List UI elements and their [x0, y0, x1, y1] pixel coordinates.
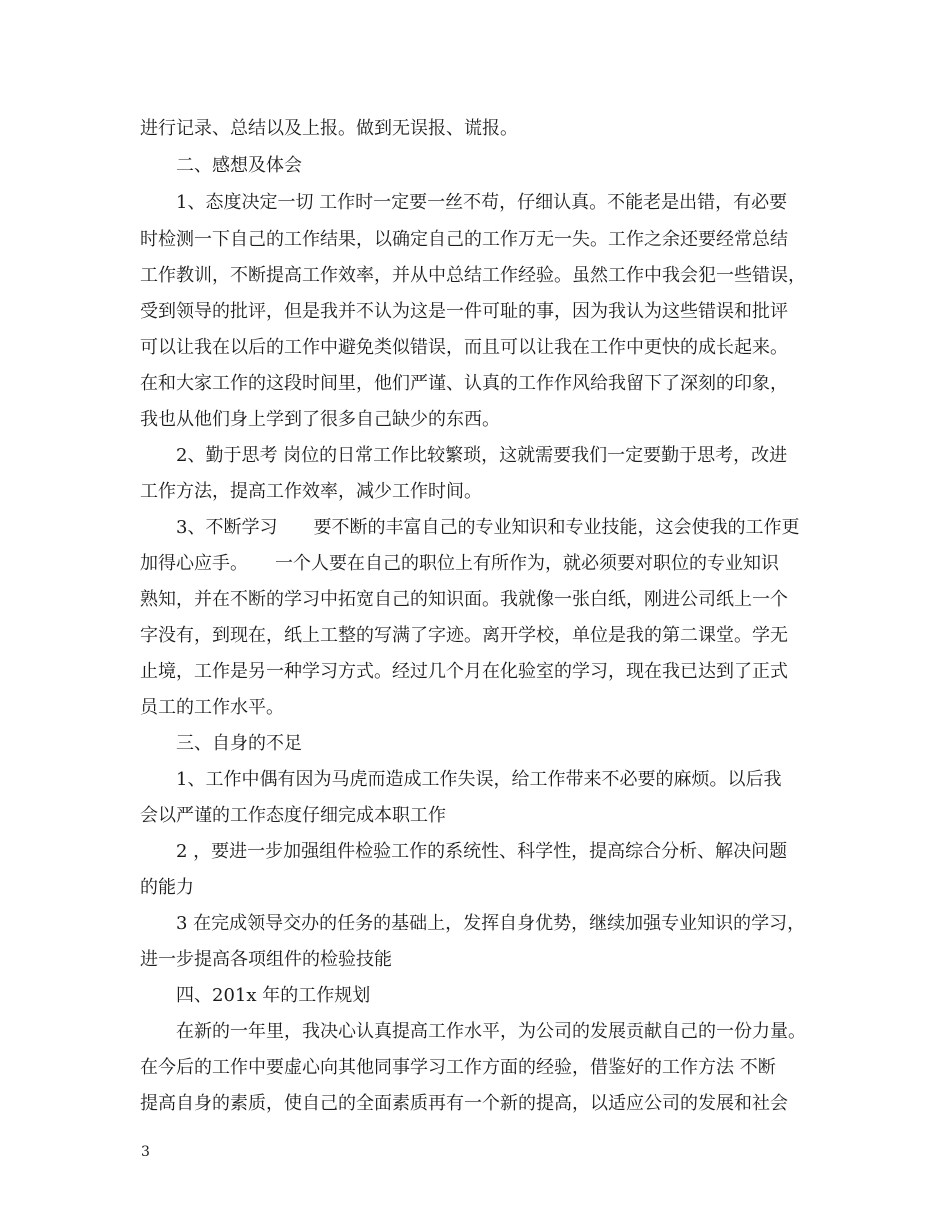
page-number: 3	[141, 1144, 150, 1160]
text-line: 时检测一下自己的工作结果，以确定自己的工作万无一失。工作之余还要经常总结	[140, 229, 788, 250]
text-line: 3 在完成领导交办的任务的基础上，发挥自身优势，继续加强专业知识的学习，	[176, 913, 806, 934]
text-line: 工作方法，提高工作效率，减少工作时间。	[140, 481, 482, 502]
section-heading: 三、自身的不足	[176, 733, 302, 754]
text-line: 2 ，要进一步加强组件检验工作的系统性、科学性，提高综合分析、解决问题	[176, 841, 788, 862]
text-line: 在今后的工作中要虚心向其他同事学习工作方面的经验，借鉴好的工作方法 不断	[140, 1057, 776, 1078]
text-line: 在和大家工作的这段时间里，他们严谨、认真的工作作风给我留下了深刻的印象，	[140, 373, 788, 394]
text-line: 3、不断学习 要不断的丰富自己的专业知识和专业技能，这会使我的工作更	[176, 517, 800, 538]
text-line: 熟知，并在不断的学习中拓宽自己的知识面。我就像一张白纸，刚进公司纸上一个	[140, 589, 788, 610]
text-line: 字没有，到现在，纸上工整的写满了字迹。离开学校，单位是我的第二课堂。学无	[140, 625, 788, 646]
text-line: 提高自身的素质，使自己的全面素质再有一个新的提高，以适应公司的发展和社会	[140, 1093, 788, 1114]
text-line: 我也从他们身上学到了很多自己缺少的东西。	[140, 409, 500, 430]
text-line: 的能力	[140, 877, 194, 898]
text-line: 进行记录、总结以及上报。做到无误报、谎报。	[140, 118, 518, 139]
section-heading: 二、感想及体会	[176, 155, 302, 176]
text-line: 1、态度决定一切 工作时一定要一丝不苟，仔细认真。不能老是出错，有必要	[176, 192, 788, 213]
text-line: 工作教训，不断提高工作效率，并从中总结工作经验。虽然工作中我会犯一些错误，	[140, 265, 806, 286]
text-line: 在新的一年里，我决心认真提高工作水平，为公司的发展贡献自己的一份力量。	[176, 1021, 806, 1042]
text-line: 受到领导的批评，但是我并不认为这是一件可耻的事，因为我认为这些错误和批评	[140, 301, 788, 322]
text-line: 员工的工作水平。	[140, 697, 284, 718]
section-heading: 四、201x 年的工作规划	[176, 985, 371, 1006]
text-line: 2、勤于思考 岗位的日常工作比较繁琐，这就需要我们一定要勤于思考，改进	[176, 445, 788, 466]
text-line: 会以严谨的工作态度仔细完成本职工作	[140, 805, 446, 826]
text-line: 可以让我在以后的工作中避免类似错误，而且可以让我在工作中更快的成长起来。	[140, 337, 788, 358]
text-line: 止境，工作是另一种学习方式。经过几个月在化验室的学习，现在我已达到了正式	[140, 661, 788, 682]
text-line: 1、工作中偶有因为马虎而造成工作失误，给工作带来不必要的麻烦。以后我	[176, 769, 782, 790]
text-line: 加得心应手。 一个人要在自己的职位上有所作为，就必须要对职位的专业知识	[140, 553, 779, 574]
text-line: 进一步提高各项组件的检验技能	[140, 949, 392, 970]
